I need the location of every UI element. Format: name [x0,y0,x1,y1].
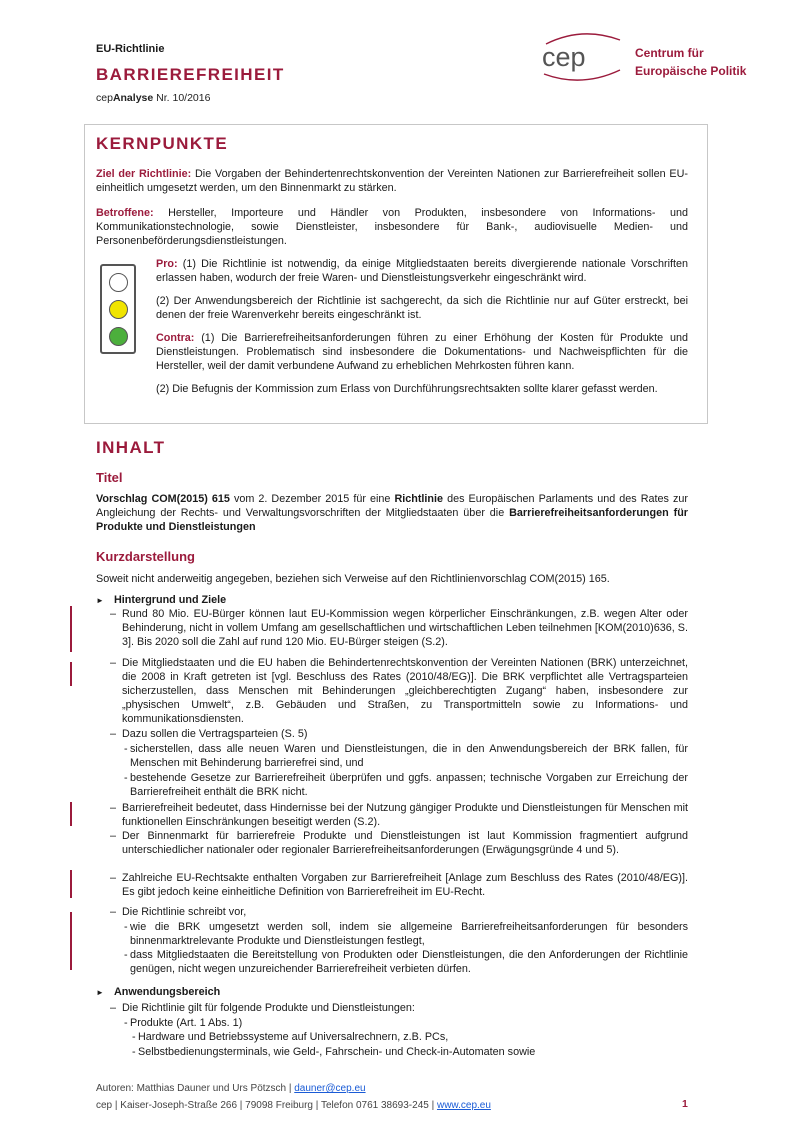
traffic-light-green-lamp [109,327,128,346]
section-hintergrund-heading: ► Hintergrund und Ziele [96,594,227,606]
footer-address: cep | Kaiser-Joseph-Straße 266 | 79098 Freiburg | Telefon 0761 38693-245 | www.cep.eu [96,1100,491,1111]
pro-paragraph-1: Pro: (1) Die Richtlinie ist notwendig, da einige Mitgliedstaaten bereits divergierende nationale Vorschriften erlassen haben, wodurch der freie Waren- und Dienstleistungsverkehr eingeschränkt wird. [156,258,688,284]
traffic-light-yellow-lamp [109,300,128,319]
traffic-light-white-lamp [109,273,128,292]
titel-heading: Titel [96,470,123,485]
list-item: – Barrierefreiheit bedeutet, dass Hindernisse bei der Nutzung gängiger Produkte und Dienstleistungen für Menschen mit funktionellen Einschränkungen beseitigt werden (S.2). [122,801,688,829]
list-item: – Zahlreiche EU-Rechtsakte enthalten Vorgaben zur Barrierefreiheit [Anlage zum Beschluss des Rates (2010/48/EG)]. Es gibt jedoch keine einheitliche Definition von Barrierefreiheit im EU-Recht. [122,871,688,899]
sub-list-item: - bestehende Gesetze zur Barrierefreiheit überprüfen und ggfs. anpassen; technische Vorgaben zur Erreichung der Barrierefreiheit enthält die BRK nicht. [130,771,688,799]
list-item: – Die Richtlinie schreibt vor, [122,905,688,919]
margin-marker [70,912,72,970]
sub-list-item: - Produkte (Art. 1 Abs. 1) [130,1016,688,1030]
list-item: – Rund 80 Mio. EU-Bürger können laut EU-Kommission wegen körperlicher Einschränkungen, z.B. wegen Alter oder Behinderung, nicht in vollem Umfang am gesellschaftlichen und wirtschaftlichen Leben teilnehmen [KOM(2010)636, S. 3]. Bis 2020 soll die Zahl auf rund 120 Mio. EU-Bürger steigen (S.2). [122,607,688,649]
website-link[interactable]: www.cep.eu [436,1100,491,1111]
arrow-right-icon: ► [96,596,104,605]
sub-list-item: - wie die BRK umgesetzt werden soll, indem sie allgemeine Barrierefreiheitsanforderungen für besonders binnenmarktrelevante Produkte und Dienstleistungen festlegt, [130,920,688,948]
sub-sub-list-item: - Selbstbedienungsterminals, wie Geld-, Fahrschein- und Check-in-Automaten sowie [138,1045,688,1059]
page-footer [96,1080,491,1114]
footer-authors: Autoren: Matthias Dauner und Urs Pötzsch | dauner@cep.eu [96,1083,366,1094]
analyse-number: cepAnalyse Nr. 10/2016 [96,92,211,104]
ziel-paragraph: Ziel der Richtlinie: Die Vorgaben der Behindertenrechtskonvention der Vereinten Nationen zur Barrierefreiheit sollen EU-einheitlich umgesetzt werden, um den Binnenmarkt zu stärken. [96,168,688,194]
kurzdarstellung-heading: Kurzdarstellung [96,549,195,564]
contra-paragraph-2: (2) Die Befugnis der Kommission zum Erlass von Durchführungsrechtsakten sollte klarer gefasst werden. [156,383,658,395]
margin-marker [70,606,72,652]
document-type: EU-Richtlinie [96,43,165,55]
pro-paragraph-2: (2) Der Anwendungsbereich der Richtlinie ist sachgerecht, da sich die Richtlinie nur auf Güter erstreckt, bei denen der freie Warenverkehr bereits eingeschränkt ist. [156,295,688,321]
cep-logo [538,28,758,88]
list-item: – Die Richtlinie gilt für folgende Produkte und Dienstleistungen: [122,1001,688,1015]
betroffene-paragraph: Betroffene: Hersteller, Importeure und Händler von Produkten, insbesondere von Informations- und Kommunikationstechnologie, sowie Dienstleister, insbesondere für Bank-, audiovisuelle Medien- und Personenbeförderungsdienstleistungen. [96,207,688,247]
author-email-link[interactable]: dauner@cep.eu [294,1083,366,1094]
document-header [96,42,285,105]
list-item: – Die Mitgliedstaaten und die EU haben die Behindertenrechtskonvention der Vereinten Nationen (BRK) unterzeichnet, die 2008 in Kraft getreten ist [vgl. Beschluss des Rates (2010/48/EG)]. Die BRK verpflichtet alle Vertragsparteien sicherzustellen, dass Menschen mit Behinderungen „gleichberechtigten Zugang“ haben, insbesondere zur „physischen Umwelt“, z.B. Gebäuden und Straßen, zu Transportmitteln sowie zu Informations- und kommunikationsdiensten. [122,656,688,726]
list-item: – Dazu sollen die Vertragsparteien (S. 5) [122,727,688,741]
margin-marker [70,870,72,898]
sub-list-item: - sicherstellen, dass alle neuen Waren und Dienstleistungen, die in den Anwendungsbereich der BRK fallen, für Menschen mit Behinderung barrierefrei sind, und [130,742,688,770]
kurzdarstellung-note: Soweit nicht anderweitig angegeben, beziehen sich Verweise auf den Richtlinienvorschlag COM(2015) 165. [96,573,610,585]
page-number: 1 [682,1098,688,1110]
cep-logo-text: cep [542,42,586,72]
sub-sub-list-item: - Hardware und Betriebssysteme auf Universalrechnern, z.B. PCs, [138,1030,688,1044]
contra-paragraph-1: Contra: (1) Die Barrierefreiheitsanforderungen führen zu einer Erhöhung der Kosten für Produkte und Dienstleistungen. Problematisch sind insbesondere die Dokumentations- und Nachweispflichten für die Hersteller, weil der damit verbundene Aufwand zu erheblichen Mehrkosten führen kann. [156,332,688,372]
section-anwendungsbereich-heading: ► Anwendungsbereich [96,986,221,998]
cep-logo-mark [538,28,626,86]
traffic-light-icon [100,264,136,354]
titel-paragraph: Vorschlag COM(2015) 615 vom 2. Dezember 2015 für eine Richtlinie des Europäischen Parlaments und des Rates zur Angleichung der Rechts- und Verwaltungsvorschriften der Mitgliedstaaten über die Barrierefreiheitsanforderungen für Produkte und Dienstleistungen [96,493,688,533]
list-item: – Der Binnenmarkt für barrierefreie Produkte und Dienstleistungen ist laut Kommission fragmentiert aufgrund unterschiedlicher nationaler oder regionaler Barrierefreiheitsanforderungen (Erwägungsgründe 4 und 5). [122,829,688,857]
arrow-right-icon: ► [96,988,104,997]
logo-organisation-name: Centrum für Europäische Politik [635,46,747,78]
margin-marker [70,662,72,686]
document-title: BARRIEREFREIHEIT [96,65,285,84]
kernpunkte-heading: KERNPUNKTE [96,134,229,153]
margin-marker [70,802,72,826]
inhalt-heading: INHALT [96,438,166,457]
sub-list-item: - dass Mitgliedstaaten die Bereitstellung von Produkten oder Dienstleistungen, die den Anforderungen der Richtlinie genügen, nicht wegen unzureichender Barrierefreiheit verbieten dürfen. [130,948,688,976]
